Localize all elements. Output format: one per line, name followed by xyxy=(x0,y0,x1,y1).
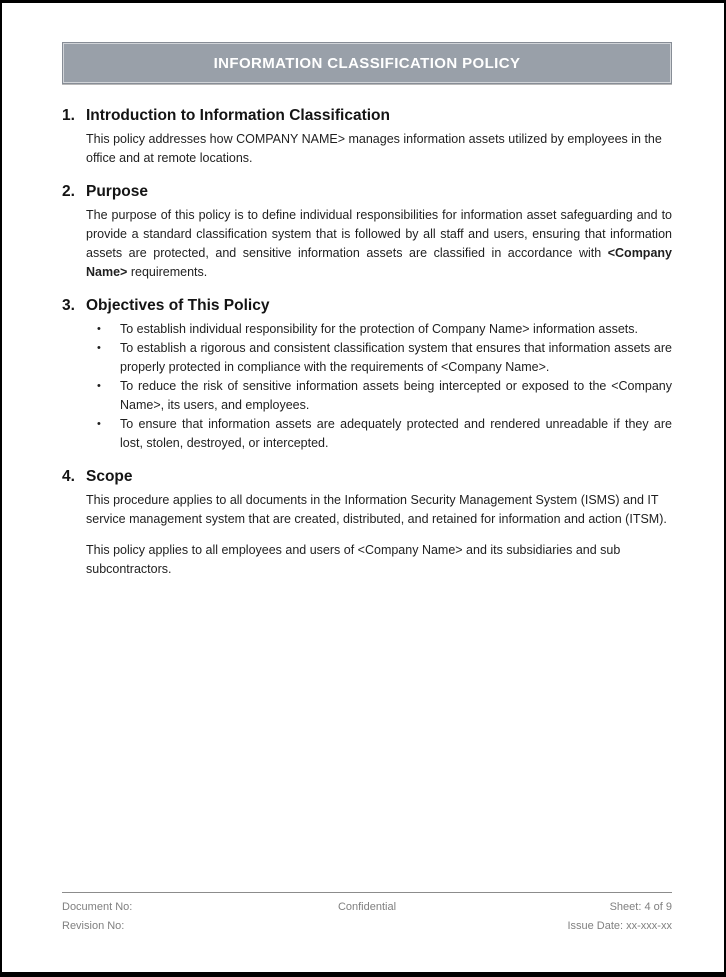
section-body xyxy=(86,320,672,453)
footer-fields xyxy=(62,898,672,936)
paragraph-text: requirements. xyxy=(127,265,208,279)
bullet-list xyxy=(86,320,672,453)
section-title: Introduction to Information Classification xyxy=(86,107,390,124)
section-heading xyxy=(62,297,672,314)
bullet-item xyxy=(86,339,672,377)
paragraph xyxy=(86,206,672,282)
section-title: Purpose xyxy=(86,183,149,200)
bullet-text: To establish a rigorous and consistent classification system that ensures that information assets are properly protected in compliance with the requirements of <Company Name>. xyxy=(120,341,672,374)
footer-left xyxy=(62,898,265,936)
section-title: Scope xyxy=(86,468,133,485)
company-name-placeholder: <Company Name> xyxy=(86,246,672,279)
section-number: 4. xyxy=(62,468,75,485)
confidential-label: Confidential xyxy=(337,901,397,913)
bullet-icon: • xyxy=(97,323,101,335)
section-scope xyxy=(62,468,672,579)
bullet-text: To establish individual responsibility for the protection of Company Name> information assets. xyxy=(120,322,638,336)
section-heading xyxy=(62,468,672,485)
bullet-text: To reduce the risk of sensitive information assets being intercepted or exposed to the <Company Name>, its users, and employees. xyxy=(120,379,672,412)
section-body xyxy=(86,491,672,579)
footer-divider xyxy=(62,892,672,893)
section-number: 2. xyxy=(62,183,75,200)
sheet-number-label: Sheet: 4 of 9 xyxy=(609,901,672,913)
bullet-icon: • xyxy=(97,380,101,392)
section-purpose xyxy=(62,183,672,282)
paragraph: This policy addresses how COMPANY NAME> manages information assets utilized by employees in the office and at remote locations. xyxy=(86,132,662,165)
document-no-label: Document No: xyxy=(62,901,133,913)
bullet-item xyxy=(86,377,672,415)
paragraph: This procedure applies to all documents in the Information Security Management System (ISMS) and IT service management system that are created, distributed, and retained for information and action (ITSM). xyxy=(86,493,667,526)
revision-no-label: Revision No: xyxy=(62,920,125,932)
section-heading xyxy=(62,107,672,124)
section-body xyxy=(86,130,672,168)
section-title: Objectives of This Policy xyxy=(86,297,270,314)
paragraph: This policy applies to all employees and users of <Company Name> and its subsidiaries and sub subcontractors. xyxy=(86,543,621,576)
section-heading xyxy=(62,183,672,200)
section-number: 1. xyxy=(62,107,75,124)
bullet-item xyxy=(86,415,672,453)
issue-date-label: Issue Date: xx-xxx-xx xyxy=(567,920,672,932)
bullet-text: To ensure that information assets are adequately protected and rendered unreadable if they are lost, stolen, destroyed, or intercepted. xyxy=(120,417,672,450)
bullet-icon: • xyxy=(97,342,101,354)
footer-right xyxy=(469,898,672,936)
section-objectives xyxy=(62,297,672,453)
page-footer xyxy=(62,892,672,936)
title-banner xyxy=(62,42,672,84)
section-body xyxy=(86,206,672,282)
section-introduction xyxy=(62,107,672,168)
document-title: INFORMATION CLASSIFICATION POLICY xyxy=(213,54,521,72)
bullet-icon: • xyxy=(97,418,101,430)
bullet-item xyxy=(86,320,672,339)
paragraph-text: The purpose of this policy is to define individual responsibilities for information asset safeguarding and to provide a standard classification system that is followed by all staff and users, ensuring that information assets are protected, and sensitive information assets are classified in accordance with xyxy=(86,208,672,260)
section-number: 3. xyxy=(62,297,75,314)
